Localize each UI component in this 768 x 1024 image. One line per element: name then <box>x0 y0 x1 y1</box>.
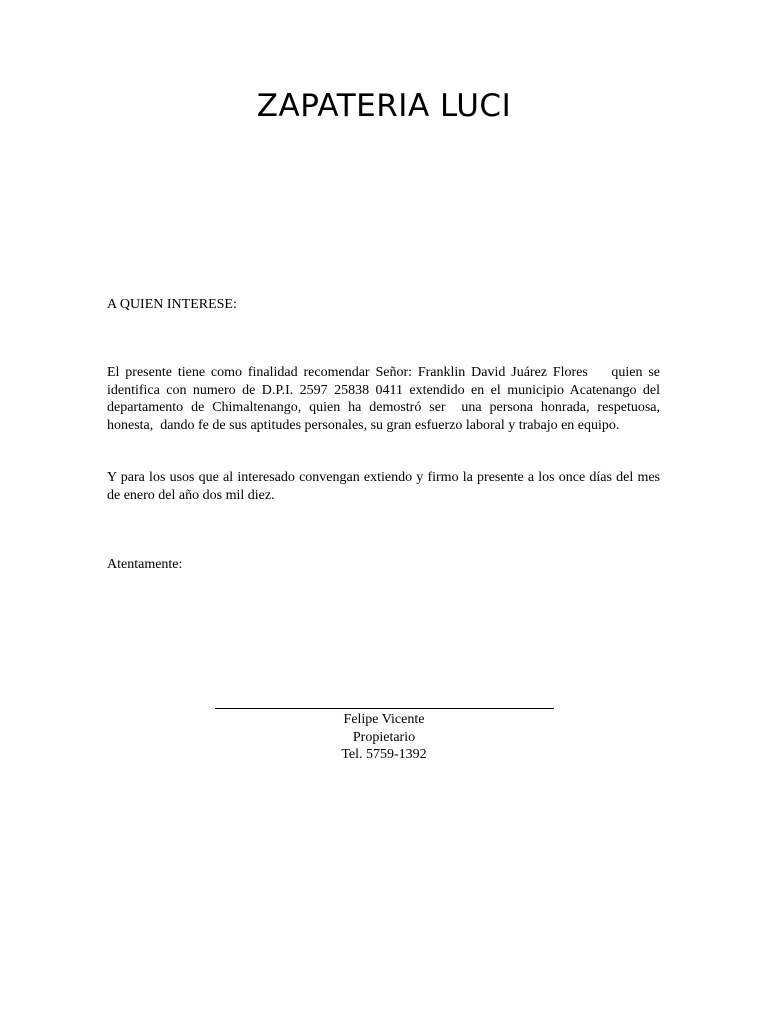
signature-block <box>0 711 768 764</box>
body-paragraph-issuance: Y para los usos que al interesado convengan extiendo y firmo la presente a los once días del mes de enero del año dos mil diez. <box>107 470 660 503</box>
closing: Atentamente: <box>107 557 183 572</box>
page-title: ZAPATERIA LUCI <box>256 88 512 124</box>
body-paragraph-recommendation: El presente tiene como finalidad recomendar Señor: Franklin David Juárez Flores quien se identifica con numero de D.P.I. 2597 25838 0411 extendido en el municipio Acatenango del departamento de Chimaltenango, quien ha demostró ser una persona honrada, respetuosa, honesta, dando fe de sus aptitudes personales, su gran esfuerzo laboral y trabajo en equipo. <box>107 365 664 433</box>
signer-name: Felipe Vicente <box>343 712 425 727</box>
signer-phone: Tel. 5759-1392 <box>341 747 427 762</box>
signature-line <box>215 708 554 709</box>
salutation: A QUIEN INTERESE: <box>107 297 237 312</box>
signer-role: Propietario <box>352 729 416 745</box>
